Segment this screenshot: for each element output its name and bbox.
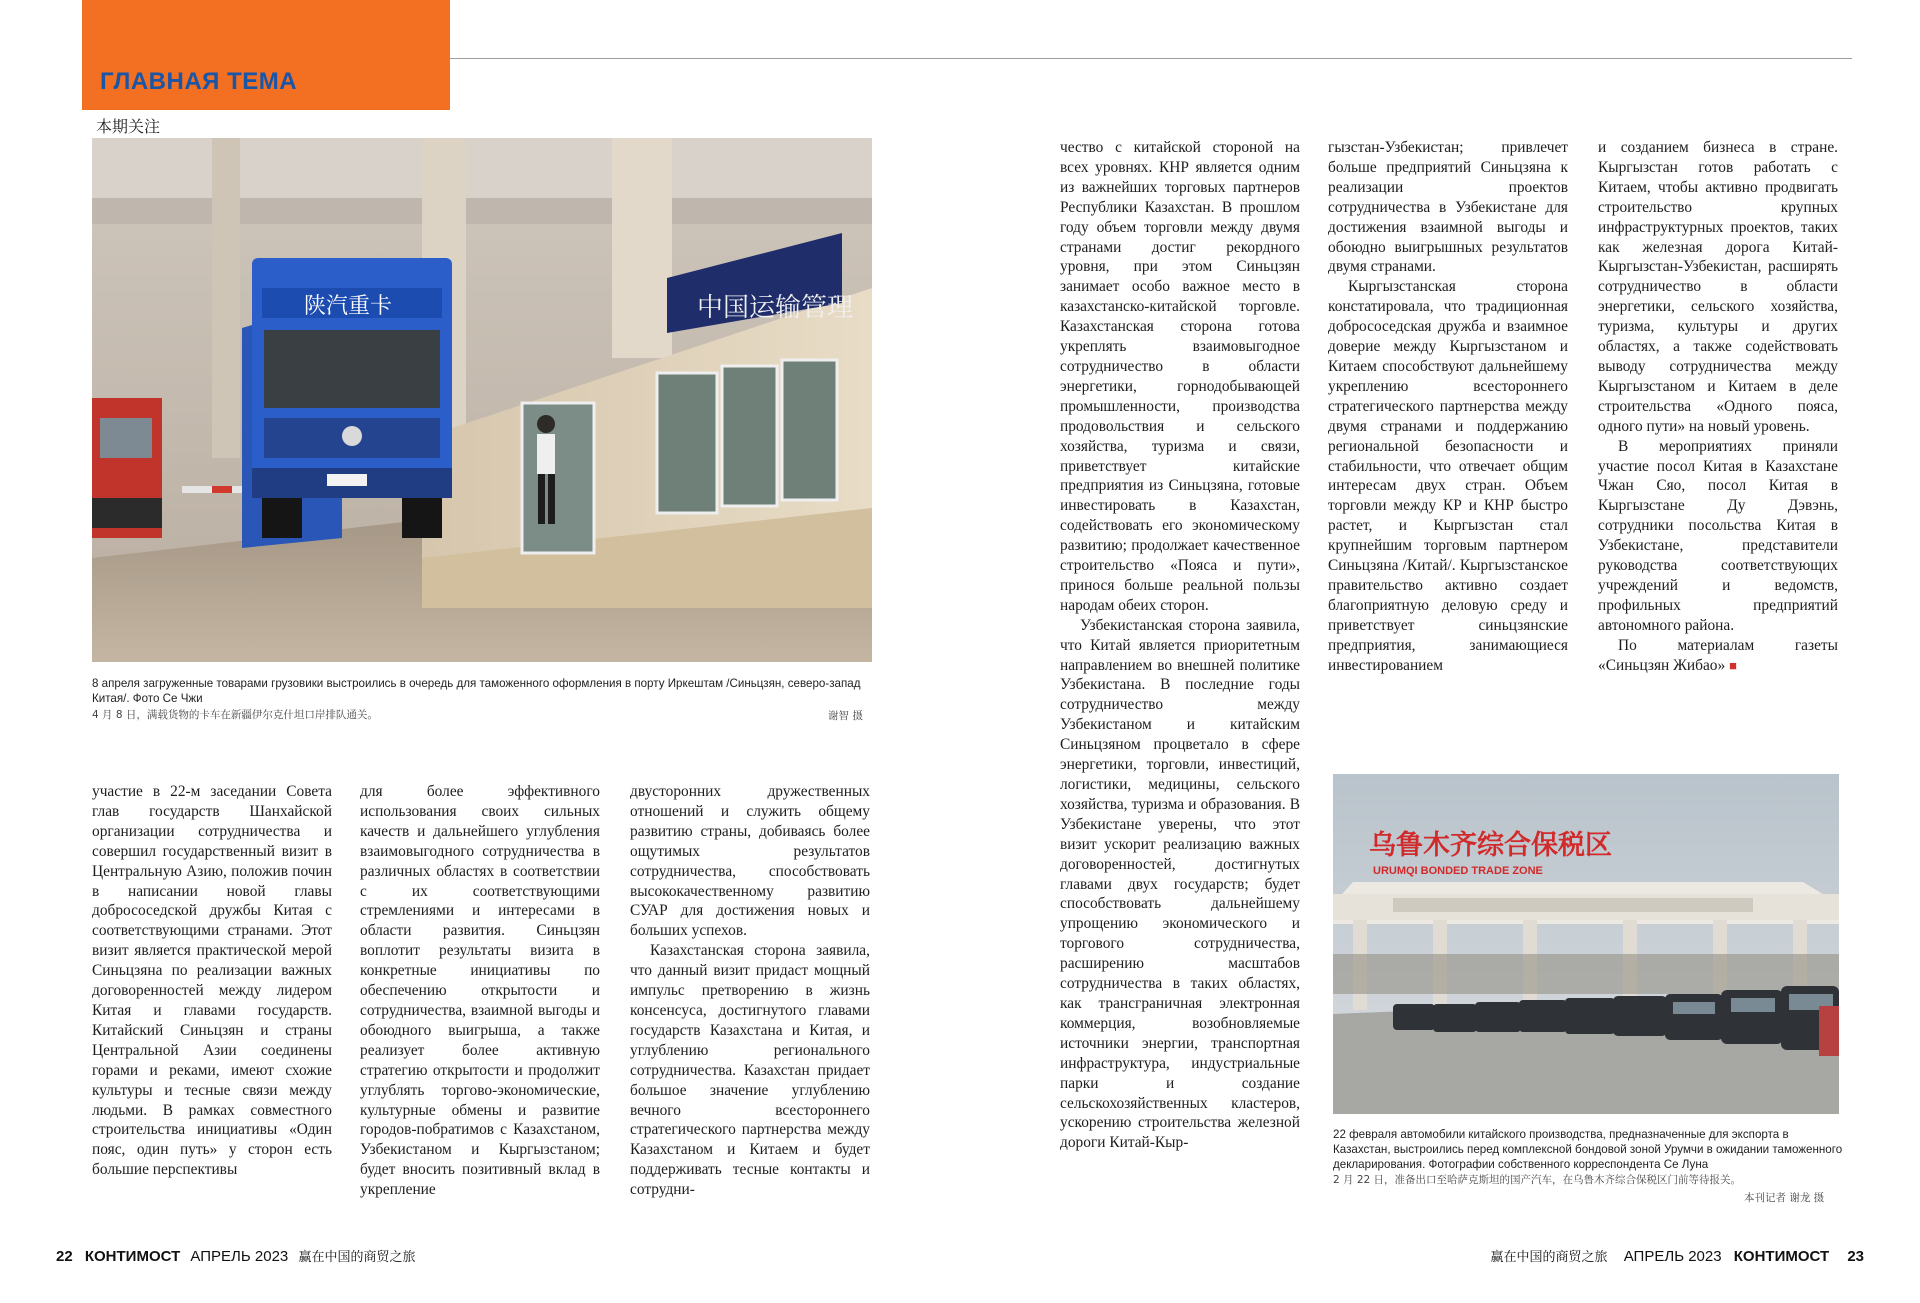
article-source-text: По материалам газеты «Синьцзян Жибао» [1598, 636, 1838, 674]
section-title: ГЛАВНАЯ ТЕМА [100, 68, 298, 95]
magazine-slogan: 赢在中国的商贸之旅 [298, 1250, 416, 1265]
photo-bonded-zone-caption: 22 февраля автомобили китайского производства, предназначенные для экспорта в Казахстан, выстроились перед комплексной бондовой зоной Урумчи в ожидании таможенного декларирования. Фотографии собственного корреспондента Се Луна [1333, 1128, 1843, 1171]
photo-bonded-zone [1333, 774, 1839, 1114]
footer-left [56, 1246, 421, 1265]
page-number-left: 22 [56, 1248, 73, 1265]
issue-date: АПРЕЛЬ 2023 [190, 1248, 289, 1265]
bonded-zone-sign-cn: 乌鲁木齐综合保税区 [1369, 830, 1612, 861]
section-tab [82, 0, 450, 110]
photo-trucks-customs [92, 138, 872, 662]
article-paragraph: двусторонних дружественных отношений и служить общему развитию страны, добиваясь более ощутимых результатов сотрудничества, способствовать высококачественному развитию СУАР для достижения новых и больших успехов. [630, 783, 870, 940]
article-paragraph: гызстан-Узбекистан; привлечет больше предприятий Синьцзяна к реализации проектов сотрудничества в Узбекистане для достижения взаимной выгоды и обоюдно выигрышных результатов двумя странами. [1328, 139, 1568, 276]
issue-date: АПРЕЛЬ 2023 [1623, 1248, 1722, 1265]
magazine-name: КОНТИМОСТ [84, 1248, 181, 1265]
article-paragraph: для более эффективного использования своих сильных качеств и дальнейшего углубления взаимовыгодного сотрудничества в различных областях в соответствии с их соответствующими стремлениями и интересами в области развития. Синьцзян воплотит результаты визита в конкретные инициативы по обеспечению открытости и сотрудничества, взаимной выгоды и обоюдного выигрыша, а также реализует более активную стратегию открытости и продолжит углублять торгово-экономические, культурные обмены и развитие городов-побратимов с Казахстаном, Узбекистаном и Кыргызстаном; будет вносить позитивный вклад в укрепление [360, 783, 600, 1199]
article-column-5 [1328, 138, 1568, 675]
article-paragraph: и созданием бизнеса в стране. Кыргызстан готов работать с Китаем, чтобы активно продвигать строительство крупных инфраструктурных проектов, таких как железная дорога Китай-Кыргызстан-Узбекистан, расширять сотрудничество в области энергетики, сельского хозяйства, туризма, культуры и других областях, а также содействовать выводу сотрудничества между Кыргызстаном и Китаем в деле строительства «Одного пояса, одного пути» на новый уровень. [1598, 139, 1838, 435]
photo-bonded-zone-caption-cn: 2 月 22 日，准备出口至哈萨克斯坦的国产汽车，在乌鲁木齐综合保税区门前等待报关。 [1333, 1174, 1742, 1186]
article-column-6 [1598, 138, 1838, 675]
footer-right [1485, 1246, 1864, 1265]
article-paragraph: Кыргызстанская сторона констатировала, что традиционная добрососедская дружба и взаимное доверие между Кыргызстаном и Китаем способствуют дальнейшему укреплению всестороннего стратегического партнерства между двумя странами и поддержанию региональной безопасности и стабильности, что отвечает общим интересам двух стран. Объем торговли между КР и КНР быстро растет, и Кыргызстан стал крупнейшим торговым партнером Синьцзяна /Китай/. Кыргызстанское правительство активно создает благоприятную деловую среду и приветствует синьцзянские предприятия, занимающиеся инвестированием [1328, 278, 1568, 674]
header-rule [450, 58, 1852, 59]
article-paragraph: Узбекистанская сторона заявила, что Китай является приоритетным направлением во внешней политике Узбекистана. В последние годы сотрудничество между Узбекистаном и китайским Синьцзяном процветало в сфере энергетики, торговли, инвестиций, логистики, медицины, сельского хозяйства, туризма и образования. В Узбекистане уверены, что этот визит ускорит реализацию важных договоренностей, достигнутых главами двух государств; будет способствовать дальнейшему упрощению экономического и торгового сотрудничества, расширению масштабов сотрудничества в таких областях, как трансграничная электронная коммерция, возобновляемые источники энергии, транспортная инфраструктура, индустриальные парки и создание сельскохозяйственных кластеров, ускорению строительства железной дороги Китай-Кыр- [1060, 616, 1300, 1152]
article-column-4 [1060, 138, 1300, 1153]
customs-sign-text: 中国运输管理 [697, 293, 854, 323]
section-subtitle-cn: 本期关注 [96, 117, 161, 136]
photo-trucks-caption: 8 апреля загруженные товарами грузовики выстроились в очередь для таможенного оформления в порту Иркештам /Синьцзян, северо-запад Китая/. Фото Се Чжи [92, 677, 861, 705]
photo-trucks-caption-cn: 4 月 8 日，满载货物的卡车在新疆伊尔克什坦口岸排队通关。 [92, 709, 378, 721]
article-paragraph: участие в 22-м заседании Совета глав государств Шанхайской организации сотрудничества и совершил государственный визит в Центральную Азию, положив почин в написании новой главы добрососедской дружбы Китая с соответствующими странами. Этот визит является практической мерой Синьцзяна по реализации важных договоренностей между лидером Китая и главами государств. Китайский Синьцзян и страны Центральной Азии соединены горами и реками, имеют схожие культуры и тесные связи между людьми. В рамках совместного строительства инициативы «Один пояс, один путь» у сторон есть большие перспективы [92, 783, 332, 1179]
article-column-1 [92, 782, 332, 1180]
magazine-slogan: 赢在中国的商贸之旅 [1490, 1250, 1608, 1265]
bonded-zone-sign-en: URUMQI BONDED TRADE ZONE [1373, 865, 1543, 877]
article-paragraph: В мероприятиях приняли участие посол Китая в Казахстане Чжан Сяо, посол Китая в Кыргызстане Ду Дэвэнь, сотрудники посольства Китая в Узбекистане, представители руководства соответствующих учреждений и ведомств, профильных предприятий автономного района. [1598, 437, 1838, 634]
article-column-2 [360, 782, 600, 1200]
article-paragraph: Казахстанская сторона заявила, что данный визит придаст мощный импульс претворению в жизнь консенсуса, достигнутого главами государств Казахстана и Китая, и углублению регионального сотрудничества. Казахстан придает большое значение углублению вечного всестороннего стратегического партнерства между Казахстаном и Китаем и будет поддерживать тесные контакты и сотрудни- [630, 942, 870, 1199]
photo-bonded-zone-credit: 本刊记者 谢龙 摄 [1744, 1192, 1825, 1204]
article-column-3 [630, 782, 870, 1200]
page-number-right: 23 [1847, 1248, 1864, 1265]
photo-trucks-credit: 谢智 摄 [828, 710, 863, 722]
end-mark-icon: ■ [1729, 657, 1737, 673]
article-source [1598, 636, 1838, 676]
article-paragraph: чество с китайской стороной на всех уровнях. КНР является одним из важнейших торговых партнеров Республики Казахстан. В прошлом году объем торговли между двумя странами достиг рекордного уровня, при этом Синьцзян занимает особо важное место в казахстанско-китайской торговле. Казахстанская сторона готова укреплять взаимовыгодное сотрудничество в области энергетики, горнодобывающей промышленности, производства продовольствия и сельского хозяйства, туризма и связи, приветствует китайские предприятия из Синьцзяна, готовые инвестировать в Казахстан, содействовать его экономическому развитию; продолжает качественное строительство «Пояса и пути», принося больше реальной пользы народам обеих сторон. [1060, 139, 1300, 614]
magazine-name: КОНТИМОСТ [1733, 1248, 1830, 1265]
truck-cab-text: 陕汽重卡 [304, 294, 393, 319]
